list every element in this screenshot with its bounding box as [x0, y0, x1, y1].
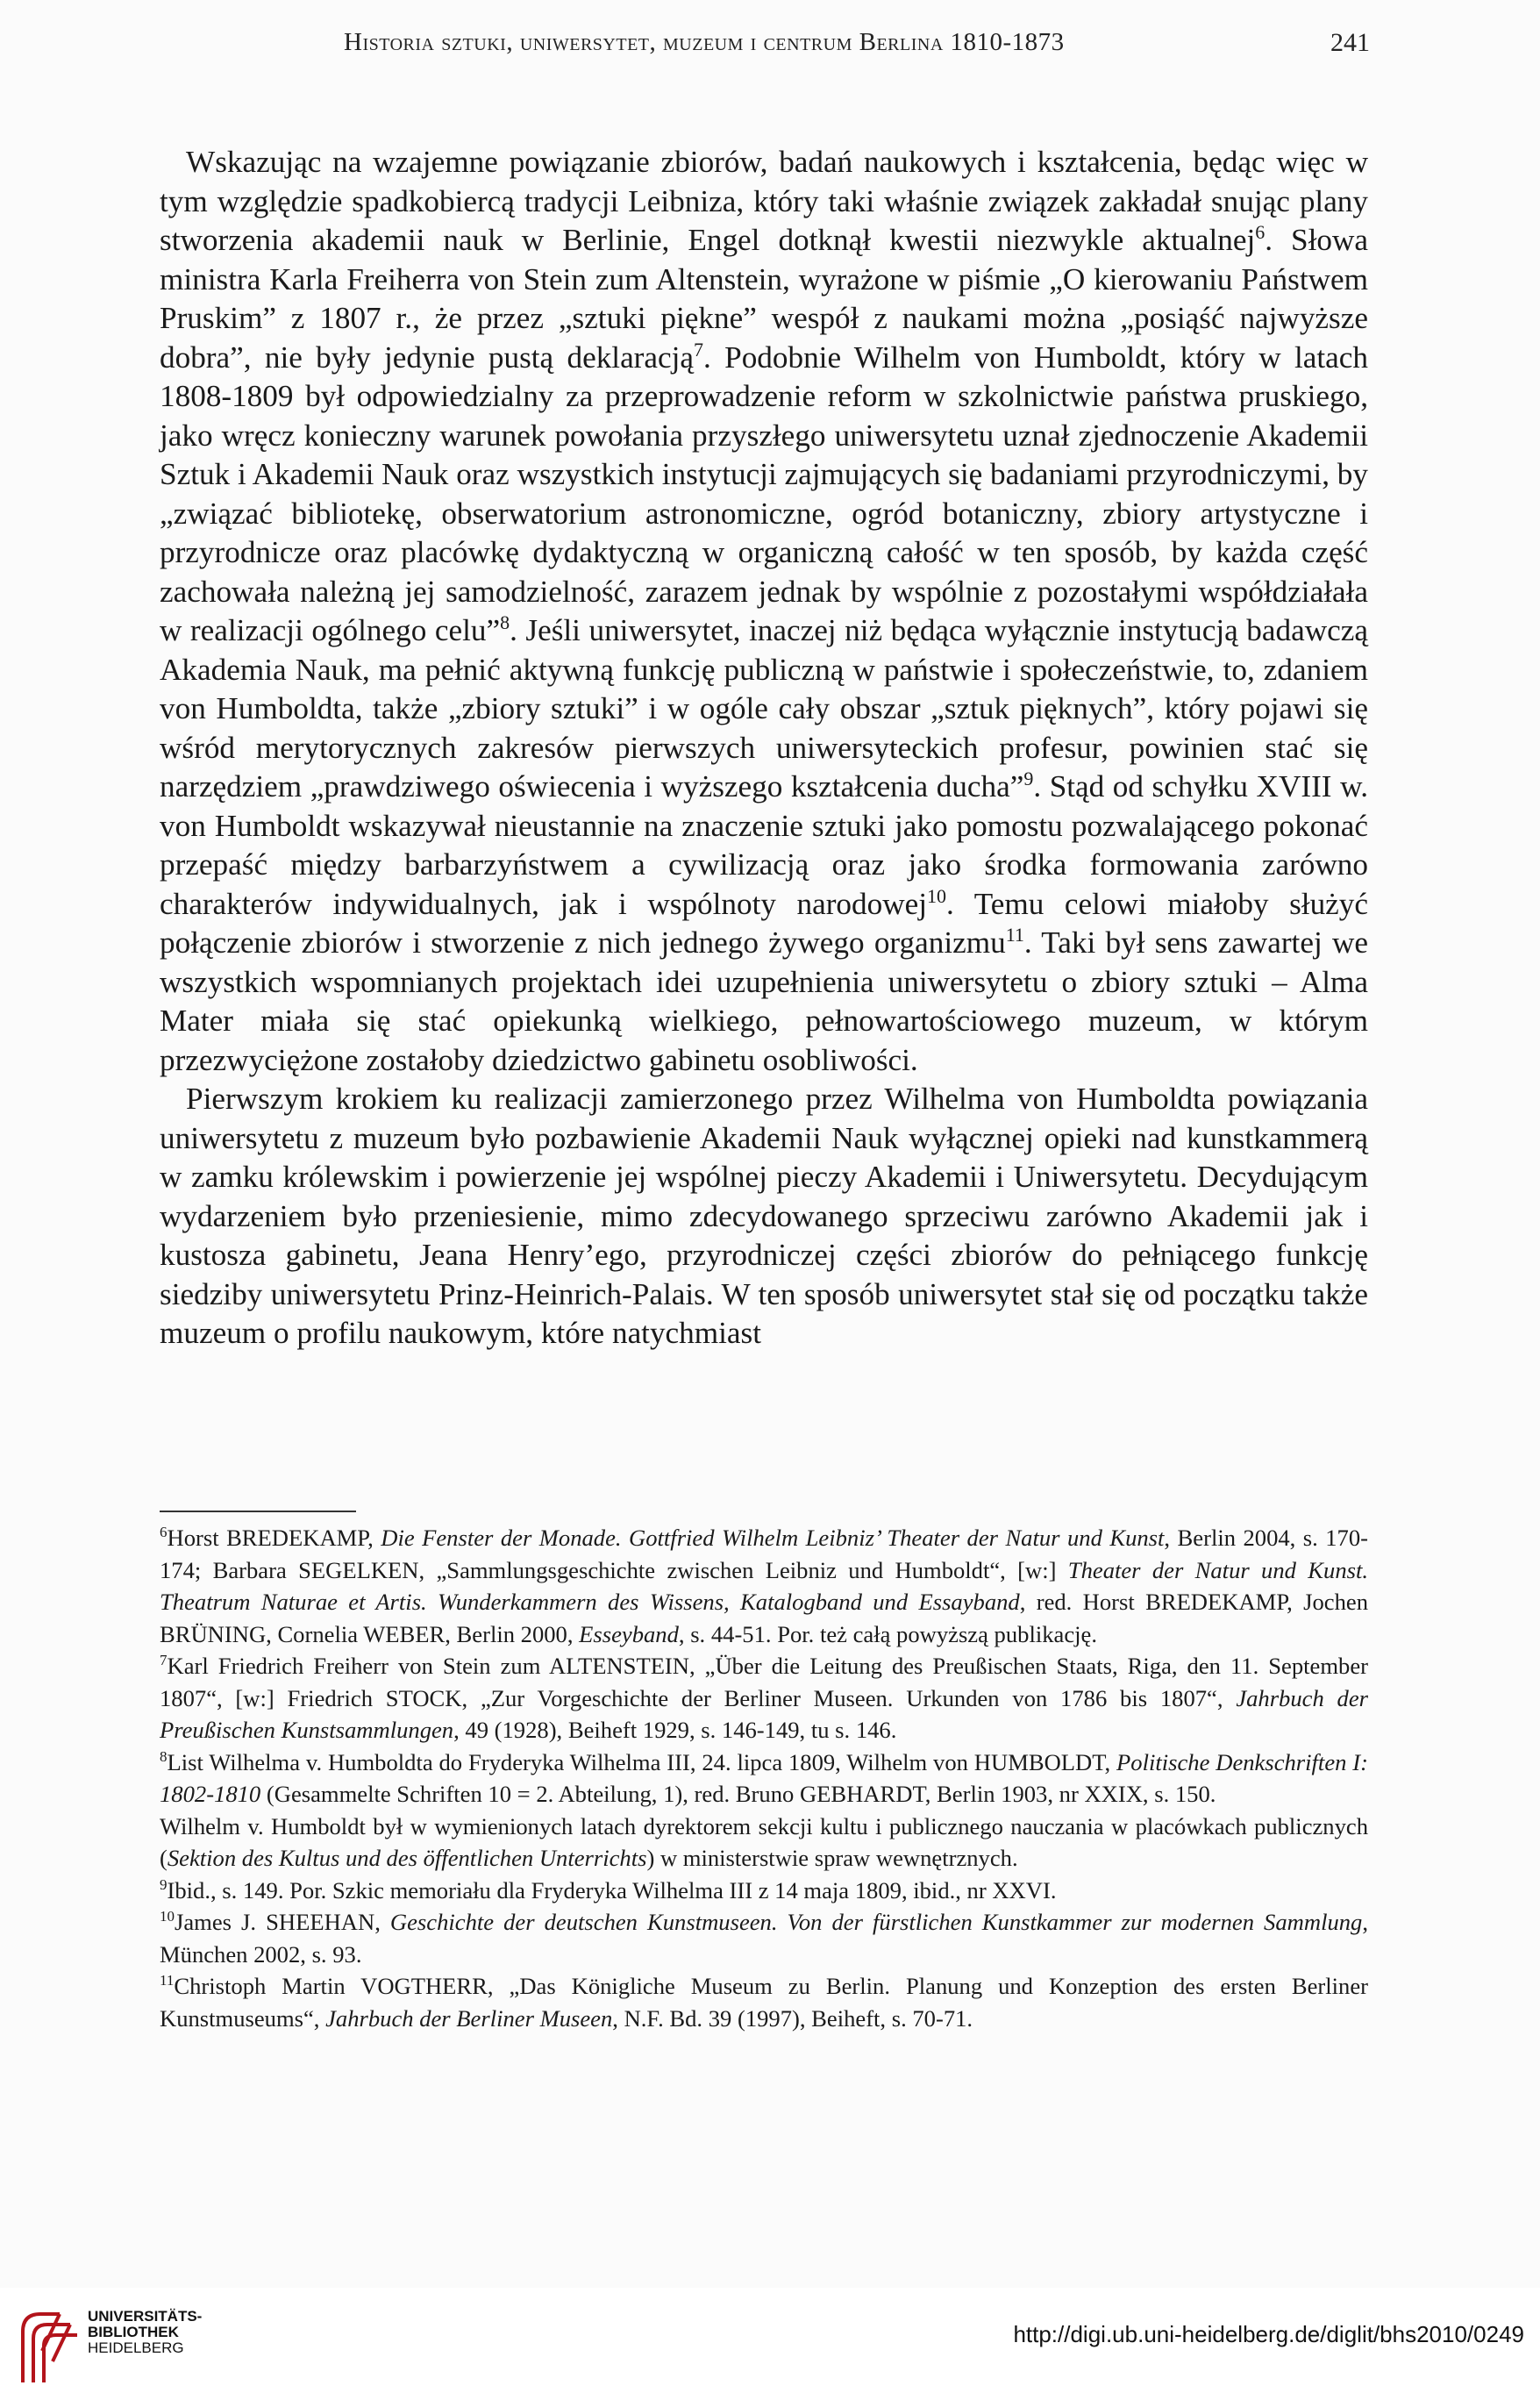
fn-text: James J. SHEEHAN, — [175, 1909, 390, 1935]
footnote-ref-9[interactable]: 9 — [1023, 768, 1034, 789]
text-run: . Podobnie Wilhelm von Humboldt, który w latach 1808-1809 był odpowiedzialny za przeprowadzenie reform w szkolnictwie państwa pruskiego, jako wręcz konieczny warunek powołania przyszłego uniwersytetu uznał zjednoczenie Akademii Sztuk i Akademii Nauk oraz wszystkich instytucji zajmujących się badaniami przyrodniczymi, by „związać bibliotekę, obserwatorium astronomiczne, ogród botaniczny, zbiory artystyczne i przyrodnicze oraz placówkę dydaktyczną w organiczną całość w ten sposób, by każda część zachowała należną jej samodzielność, zarazem jednak by wspólnie z pozostałymi współdziałała w realizacji ogólnego celu” — [160, 339, 1368, 647]
fn-italic: Sektion des Kultus und des öffentlichen Unterrichts — [167, 1845, 647, 1871]
fn-text: , Berlin 2004, s. 170-174; Barbara SEGELKEN, „Sammlungsgeschichte zwischen Leibniz und Humboldt“, [w:] — [160, 1525, 1369, 1583]
text-run: Wskazując na wzajemne powiązanie zbiorów, badań naukowych i kształcenia, będąc więc w tym względzie spadkobiercą tradycji Leibniza, który taki właśnie związek zakładał snując plany stworzenia akademii nauk w Berlinie, Engel dotknął kwestii niezwykle aktualnej — [160, 145, 1368, 257]
running-head — [160, 28, 1370, 72]
fn-italic: Die Fenster der Monade. Gottfried Wilhelm Leibniz’ Theater der Natur und Kunst — [381, 1525, 1165, 1551]
footnote-ref-6[interactable]: 6 — [1255, 221, 1266, 243]
footnotes — [160, 1522, 1368, 2034]
footnote-number: 8 — [160, 1747, 168, 1765]
footnote-ref-10[interactable]: 10 — [927, 884, 947, 907]
paragraph-1 — [160, 143, 1368, 1080]
fn-text: List Wilhelma v. Humboldta do Fryderyka Wilhelma III, 24. lipca 1809, Wilhelm von HUMBOLDT, — [167, 1748, 1117, 1775]
fn-italic: Politische Denkschriften I: 1802-1810 — [160, 1748, 1368, 1807]
footnote-number: 9 — [160, 1875, 168, 1893]
library-name-line3: HEIDELBERG — [88, 2339, 184, 2356]
footnote-11 — [160, 1970, 1368, 2034]
footnote-8 — [160, 1746, 1368, 1811]
fn-text: (Gesammelte Schriften 10 = 2. Abteilung, 1), red. Bruno GEBHARDT, Berlin 1903, nr XXIX, s. 150. — [260, 1781, 1216, 1807]
fn-text: Ibid., s. 149. Por. Szkic memoriału dla Fryderyka Wilhelma III z 14 maja 1809, ibid., nr XXVI. — [167, 1876, 1057, 1904]
footnote-ref-8[interactable]: 8 — [500, 611, 510, 633]
footnote-number: 6 — [160, 1524, 168, 1540]
paragraph-2: Pierwszym krokiem ku realizacji zamierzonego przez Wilhelma von Humboldta powiązania uniwersytetu z muzeum było pozbawienie Akademii Nauk wyłącznej opieki nad kunstkammerą w zamku królewskim i powierzenie jej wspólnej pieczy Akademii i Uniwersytetu. Decydującym wydarzeniem było przeniesienie, mimo zdecydowanego sprzeciwu zarówno Akademii jak i kustosza gabinetu, Jeana Henry’ego, przyrodniczej części zbiorów do pełniącego funkcję siedziby uniwersytetu Prinz-Heinrich-Palais. W ten sposób uniwersytet stał się od początku także muzeum o profilu naukowym, które natychmiast — [160, 1082, 1368, 1350]
text-run: . Temu celowi miałoby służyć połączenie zbiorów i stworzenie z nich jednego żywego organizmu — [160, 886, 1368, 960]
fn-text: , München 2002, s. 93. — [160, 1909, 1368, 1968]
footnote-ref-7[interactable]: 7 — [694, 338, 704, 361]
fn-italic: Theater der Natur und Kunst. Theatrum Naturae et Artis. Wunderkammern des Wissens, Katalogband und Essayband — [160, 1556, 1368, 1615]
fn-italic: Esseyband — [579, 1620, 679, 1647]
footnote-9 — [160, 1875, 1368, 1907]
fn-text: Horst BREDEKAMP, — [167, 1525, 381, 1551]
fn-text: , s. 44-51. Por. też całą powyższą publikację. — [678, 1620, 1097, 1647]
footnote-rule — [160, 1511, 356, 1512]
fn-text: , N.F. Bd. 39 (1997), Beiheft, s. 70-71. — [612, 2004, 973, 2032]
main-text — [160, 143, 1368, 1354]
fn-text: Christoph Martin VOGTHERR, „Das Königliche Museum zu Berlin. Planung und Konzeption des ersten Berliner Kunstmuseums“, — [160, 1973, 1368, 2032]
library-name-line1: UNIVERSITÄTS- — [88, 2308, 203, 2325]
library-name — [88, 2309, 202, 2356]
source-url-link[interactable]: http://digi.ub.uni-heidelberg.de/diglit/bhs2010/0249 — [1013, 2321, 1524, 2347]
fn-italic: Jahrbuch der Berliner Museen — [325, 2004, 613, 2032]
text-run: . Taki był sens zawartej we wszystkich wspomnianych projektach idei uzupełnienia uniwersytetu o zbiory sztuki – Alma Mater miała się stać opiekunką wielkiego, pełnowartościowego muzeum, w którym przezwyciężone zostałoby dziedzictwo gabinetu osobliwości. — [160, 925, 1368, 1077]
fn-text: Karl Friedrich Freiherr von Stein zum ALTENSTEIN, „Über die Leitung des Preußischen Staats, Riga, den 11. September 1807“, [w:] Friedrich STOCK, „Zur Vorgeschichte der Berliner Museen. Urkunden von 1786 bis 1807“, — [160, 1653, 1368, 1711]
fn-text: Wilhelm v. Humboldt był w wymienionych latach dyrektorem sekcji kultu i publicznego nauczania w placówkach publicznych ( — [160, 1812, 1368, 1871]
footnote-number: 7 — [160, 1652, 168, 1668]
fn-italic: Geschichte der deutschen Kunstmuseen. Von der fürstlichen Kunstkammer zur modernen Sammlung — [389, 1909, 1363, 1935]
text-run: . Słowa ministra Karla Freiherra von Stein zum Altenstein, wyrażone w piśmie „O kierowaniu Państwem Pruskim” z 1807 r., że przez „sztuki piękne” wespół z naukami można „posiąść najwyższe dobra”, nie były jedynie pustą deklaracją — [160, 223, 1368, 375]
text-run: . Stąd od schyłku XVIII w. von Humboldt wskazywał nieustannie na znaczenie sztuki jako pomostu pozwalającego pokonać przepaść między barbarzyństwem a cywilizacją oraz jako środka formowania zarówno charakterów indywidualnych, jak i wspólnoty narodowej — [160, 769, 1368, 921]
footnote-ref-11[interactable]: 11 — [1005, 924, 1024, 946]
footnote-number: 10 — [160, 1908, 175, 1925]
fn-text: , red. Horst BREDEKAMP, Jochen BRÜNING, Cornelia WEBER, Berlin 2000, — [160, 1589, 1368, 1647]
text-run: . Jeśli uniwersytet, inaczej niż będąca wyłącznie instytucją badawczą Akademia Nauk, ma pełnić aktywną funkcję publiczną w państwie i społeczeństwie, to, zdaniem von Humboldta, także „zbiory sztuki” i w ogóle cały obszar „sztuk pięknych”, który pojawi się wśród merytorycznych zakresów pierwszych uniwersyteckich profesur, powinien stać się narzędziem „prawdziwego oświecenia i wyższego kształcenia ducha” — [160, 613, 1368, 804]
running-title: Historia sztuki, uniwersytet, muzeum i centrum Berlina 1810-1873 — [344, 28, 1065, 56]
fn-text: ) w ministerstwie spraw wewnętrznych. — [646, 1845, 1018, 1871]
footnote-8-continued — [160, 1811, 1368, 1875]
fn-text: , 49 (1928), Beiheft 1929, s. 146-149, tu s. 146. — [453, 1717, 897, 1743]
library-footer — [0, 2288, 1540, 2400]
university-library-logo-icon — [16, 2305, 81, 2386]
footnote-10 — [160, 1906, 1368, 1970]
fn-italic: Jahrbuch der Preußischen Kunstsammlungen — [160, 1684, 1368, 1743]
footnote-7 — [160, 1650, 1368, 1746]
library-name-line2: BIBLIOTHEK — [88, 2324, 179, 2340]
footnote-number: 11 — [160, 1972, 175, 1989]
page-number: 241 — [1330, 28, 1370, 57]
footnote-6 — [160, 1522, 1368, 1650]
